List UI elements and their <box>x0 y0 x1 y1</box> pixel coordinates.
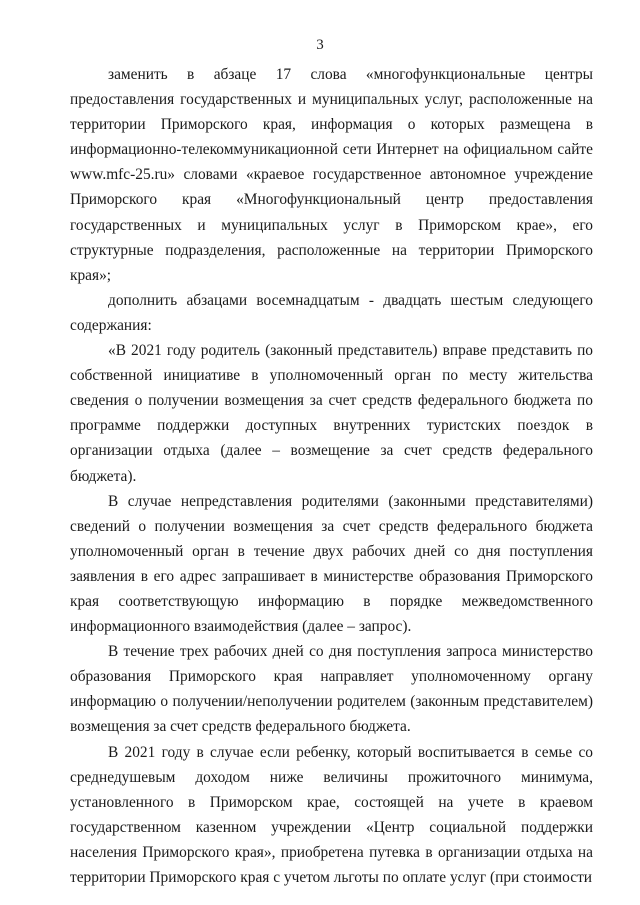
paragraph-amendment-replace: заменить в абзаце 17 слова «многофункциональные центры предоставления государственных и муниципальных услуг, расположенные на территории Приморского края, информация о которых размещена в информационно-телекоммуникационной сети Интернет на официальном сайте www.mfc-25.ru» словами «краевое государственное автономное учреждение Приморского края «Многофункциональный центр предоставления государственных и муниципальных услуг в Приморском крае», его структурные подразделения, расположенные на территории Приморского края»; <box>70 66 593 284</box>
paragraph-ministry-response: В течение трех рабочих дней со дня поступления запроса министерство образования Приморского края направляет уполномоченному органу информацию о получении/неполучении родителем (законным представителем) возмещения за счет средств федерального бюджета. <box>70 643 593 736</box>
paragraph-amendment-add: дополнить абзацами восемнадцатым - двадцать шестым следующего содержания: <box>70 291 593 334</box>
paragraph-low-income-case: В 2021 году в случае если ребенку, который воспитывается в семье со среднедушевым доходом ниже величины прожиточного минимума, установленного в Приморском крае, состоящей на учете в краевом государственном казенном учреждении «Центр социальной поддержки населения Приморского края», приобретена путевка в организации отдыха на территории Приморского края с учетом льготы по оплате услуг (при стоимости <box>70 743 593 886</box>
document-body <box>70 62 593 890</box>
paragraph-non-submission: В случае непредставления родителями (законными представителями) сведений о получении возмещения за счет средств федерального бюджета уполномоченный орган в течение двух рабочих дней со дня поступления заявления в его адрес запрашивает в министерстве образования Приморского края соответствующую информацию в порядке межведомственного информационного взаимодействия (далее – запрос). <box>70 492 593 636</box>
paragraph-parent-right: «В 2021 году родитель (законный представитель) вправе представить по собственной инициативе в уполномоченный орган по месту жительства сведения о получении возмещения за счет средств федерального бюджета по программе поддержки доступных внутренних туристских поездок в организации отдыха (далее – возмещение за счет средств федерального бюджета). <box>70 342 593 485</box>
page-number: 3 <box>316 37 324 53</box>
